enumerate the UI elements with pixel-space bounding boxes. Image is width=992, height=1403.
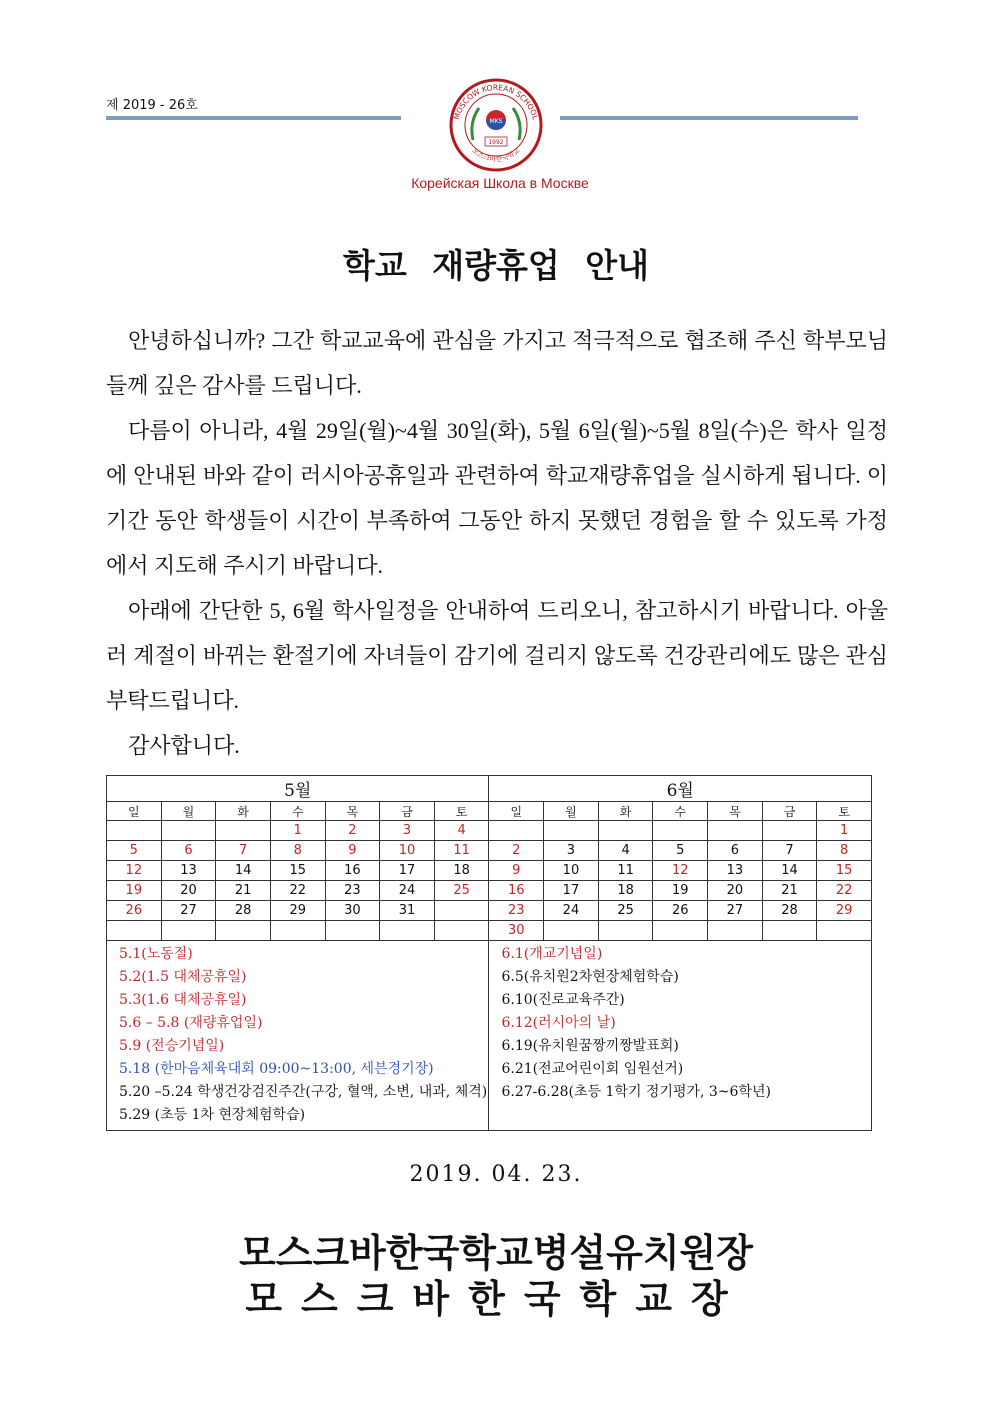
calendar-day: 11 xyxy=(434,841,489,861)
signature-kindergarten: 모스크바한국학교병설유치원장 xyxy=(239,1230,753,1275)
document-date: 2019. 04. 23. xyxy=(409,1162,583,1187)
calendar-empty-cell xyxy=(708,821,763,841)
calendar-empty-cell xyxy=(762,921,817,941)
calendar-day: 28 xyxy=(216,901,271,921)
calendar-day: 18 xyxy=(598,881,653,901)
calendar-day: 25 xyxy=(434,881,489,901)
weekday-may: 화 xyxy=(216,802,271,821)
calendar-day: 7 xyxy=(216,841,271,861)
calendar-day: 13 xyxy=(161,861,216,881)
body-paragraph-4: 감사합니다. xyxy=(128,733,240,758)
letter-body xyxy=(106,318,888,768)
document-number: 제 2019 - 26호 xyxy=(106,98,198,113)
calendar-day: 29 xyxy=(270,901,325,921)
logo-year: 1992 xyxy=(488,139,504,146)
calendar-day: 20 xyxy=(161,881,216,901)
calendar-day: 26 xyxy=(653,901,708,921)
weekday-june: 월 xyxy=(544,802,599,821)
calendar-day: 15 xyxy=(270,861,325,881)
calendar-day: 18 xyxy=(434,861,489,881)
weekday-may: 월 xyxy=(161,802,216,821)
calendar-day: 2 xyxy=(325,821,380,841)
events-may xyxy=(107,941,489,1131)
event-item: 5.1(노동절) xyxy=(119,946,193,962)
calendar-day: 13 xyxy=(708,861,763,881)
event-item: 6.27-6.28(초등 1학기 정기평가, 3~6학년) xyxy=(501,1084,771,1100)
calendar-empty-cell xyxy=(598,921,653,941)
events-june xyxy=(489,941,872,1131)
calendar-day: 6 xyxy=(708,841,763,861)
calendar-day: 3 xyxy=(544,841,599,861)
weekday-june: 금 xyxy=(762,802,817,821)
calendar-day: 30 xyxy=(325,901,380,921)
event-item: 5.6 – 5.8 (재량휴업일) xyxy=(119,1015,263,1031)
calendar-day: 29 xyxy=(817,901,872,921)
event-item: 5.3(1.6 대체공휴일) xyxy=(119,992,247,1008)
calendar-day: 27 xyxy=(161,901,216,921)
calendar-day: 22 xyxy=(817,881,872,901)
calendar-day: 21 xyxy=(762,881,817,901)
page-title: 학교 재량휴업 안내 xyxy=(342,246,649,285)
calendar-day: 4 xyxy=(434,821,489,841)
calendar-empty-cell xyxy=(325,921,380,941)
calendar-day: 24 xyxy=(380,881,435,901)
calendar-day: 2 xyxy=(489,841,544,861)
weekday-june: 화 xyxy=(598,802,653,821)
calendar-day: 19 xyxy=(653,881,708,901)
event-item: 5.9 (전승기념일) xyxy=(119,1038,225,1054)
event-item: 6.10(진로교육주간) xyxy=(501,992,625,1008)
calendar-empty-cell xyxy=(708,921,763,941)
body-paragraph-3: 아래에 간단한 5, 6월 학사일정을 안내하여 드리오니, 참고하시기 바랍니다. 아울러 계절이 바뀌는 환절기에 자녀들이 감기에 걸리지 않도록 건강관리에도 많은 관심 부탁드립니다. xyxy=(106,598,888,713)
calendar-day: 22 xyxy=(270,881,325,901)
schedule-calendar xyxy=(106,775,872,1131)
calendar-empty-cell xyxy=(653,821,708,841)
calendar-empty-cell xyxy=(380,921,435,941)
calendar-empty-cell xyxy=(762,821,817,841)
weekday-june: 수 xyxy=(653,802,708,821)
event-item: 5.2(1.5 대체공휴일) xyxy=(119,969,247,985)
calendar-day: 9 xyxy=(325,841,380,861)
calendar-day: 19 xyxy=(107,881,162,901)
calendar-day: 12 xyxy=(653,861,708,881)
logo-top-text: MOSCOW KOREAN SCHOOL xyxy=(451,82,540,121)
school-logo xyxy=(429,78,563,172)
weekday-may: 토 xyxy=(434,802,489,821)
event-item: 6.5(유치원2차현장체험학습) xyxy=(501,969,679,985)
calendar-day: 17 xyxy=(544,881,599,901)
calendar-empty-cell xyxy=(544,921,599,941)
calendar-day: 21 xyxy=(216,881,271,901)
event-item: 6.1(개교기념일) xyxy=(501,946,603,962)
calendar-day: 8 xyxy=(817,841,872,861)
calendar-empty-cell xyxy=(489,821,544,841)
calendar-day: 8 xyxy=(270,841,325,861)
calendar-day: 5 xyxy=(107,841,162,861)
calendar-day: 10 xyxy=(544,861,599,881)
calendar-day: 5 xyxy=(653,841,708,861)
calendar-empty-cell xyxy=(653,921,708,941)
event-item: 6.21(전교어린이회 임원선거) xyxy=(501,1061,684,1077)
calendar-empty-cell xyxy=(161,921,216,941)
calendar-day: 16 xyxy=(325,861,380,881)
weekday-may: 일 xyxy=(107,802,162,821)
calendar-empty-cell xyxy=(161,821,216,841)
calendar-day: 16 xyxy=(489,881,544,901)
weekday-june: 목 xyxy=(708,802,763,821)
calendar-empty-cell xyxy=(107,921,162,941)
calendar-day: 30 xyxy=(489,921,544,941)
calendar-day: 23 xyxy=(325,881,380,901)
event-item: 6.12(러시아의 날) xyxy=(501,1015,616,1031)
calendar-day: 12 xyxy=(107,861,162,881)
calendar-day: 10 xyxy=(380,841,435,861)
calendar-empty-cell xyxy=(270,921,325,941)
calendar-day: 11 xyxy=(598,861,653,881)
body-paragraph-2: 다름이 아니라, 4월 29일(월)~4월 30일(화), 5월 6일(월)~5월 8일(수)은 학사 일정에 안내된 바와 같이 러시아공휴일과 관련하여 학교재량휴업을 실시하게 됩니다. 이 기간 동안 학생들이 시간이 부족하여 그동안 하지 못했던 경험을 할 수 있도록 가정에서 지도해 주시기 바랍니다. xyxy=(106,418,888,578)
calendar-day: 15 xyxy=(817,861,872,881)
body-paragraph-1: 안녕하십니까? 그간 학교교육에 관심을 가지고 적극적으로 협조해 주신 학부모님들께 깊은 감사를 드립니다. xyxy=(106,328,888,398)
school-name-ru: Корейская Школа в Москве xyxy=(411,175,589,191)
logo-bottom-text: 모스크바한국학교 xyxy=(470,146,522,164)
event-item: 5.29 (초등 1차 현장체험학습) xyxy=(119,1107,306,1123)
signature-school: 모스크바한국학교장 xyxy=(245,1276,747,1321)
header-rule-right xyxy=(560,116,858,120)
calendar-day: 24 xyxy=(544,901,599,921)
calendar-day: 9 xyxy=(489,861,544,881)
calendar-day: 1 xyxy=(270,821,325,841)
month-header-june: 6월 xyxy=(489,776,872,802)
calendar-day: 31 xyxy=(380,901,435,921)
calendar-empty-cell xyxy=(107,821,162,841)
event-item: 6.19(유치원꿈짱끼짱발표회) xyxy=(501,1038,679,1054)
month-header-may: 5월 xyxy=(107,776,489,802)
logo-badge: MKS xyxy=(489,118,503,125)
calendar-empty-cell xyxy=(216,821,271,841)
calendar-day: 17 xyxy=(380,861,435,881)
calendar-day: 14 xyxy=(216,861,271,881)
calendar-day: 14 xyxy=(762,861,817,881)
calendar-day: 25 xyxy=(598,901,653,921)
calendar-day: 6 xyxy=(161,841,216,861)
calendar-day: 23 xyxy=(489,901,544,921)
calendar-empty-cell xyxy=(544,821,599,841)
weekday-june: 일 xyxy=(489,802,544,821)
weekday-may: 목 xyxy=(325,802,380,821)
weekday-may: 금 xyxy=(380,802,435,821)
calendar-empty-cell xyxy=(434,921,489,941)
calendar-day: 26 xyxy=(107,901,162,921)
event-item: 5.18 (한마음체육대회 09:00~13:00, 세븐경기장) xyxy=(119,1061,434,1077)
calendar-empty-cell xyxy=(817,921,872,941)
calendar-day: 28 xyxy=(762,901,817,921)
header-rule-left xyxy=(106,116,401,120)
calendar-empty-cell xyxy=(434,901,489,921)
event-item: 5.20 –5.24 학생건강검진주간(구강, 혈액, 소변, 내과, 체격) xyxy=(119,1084,488,1100)
calendar-empty-cell xyxy=(216,921,271,941)
weekday-may: 수 xyxy=(270,802,325,821)
calendar-day: 4 xyxy=(598,841,653,861)
calendar-day: 20 xyxy=(708,881,763,901)
calendar-day: 27 xyxy=(708,901,763,921)
calendar-empty-cell xyxy=(598,821,653,841)
calendar-day: 3 xyxy=(380,821,435,841)
weekday-june: 토 xyxy=(817,802,872,821)
calendar-day: 7 xyxy=(762,841,817,861)
calendar-day: 1 xyxy=(817,821,872,841)
